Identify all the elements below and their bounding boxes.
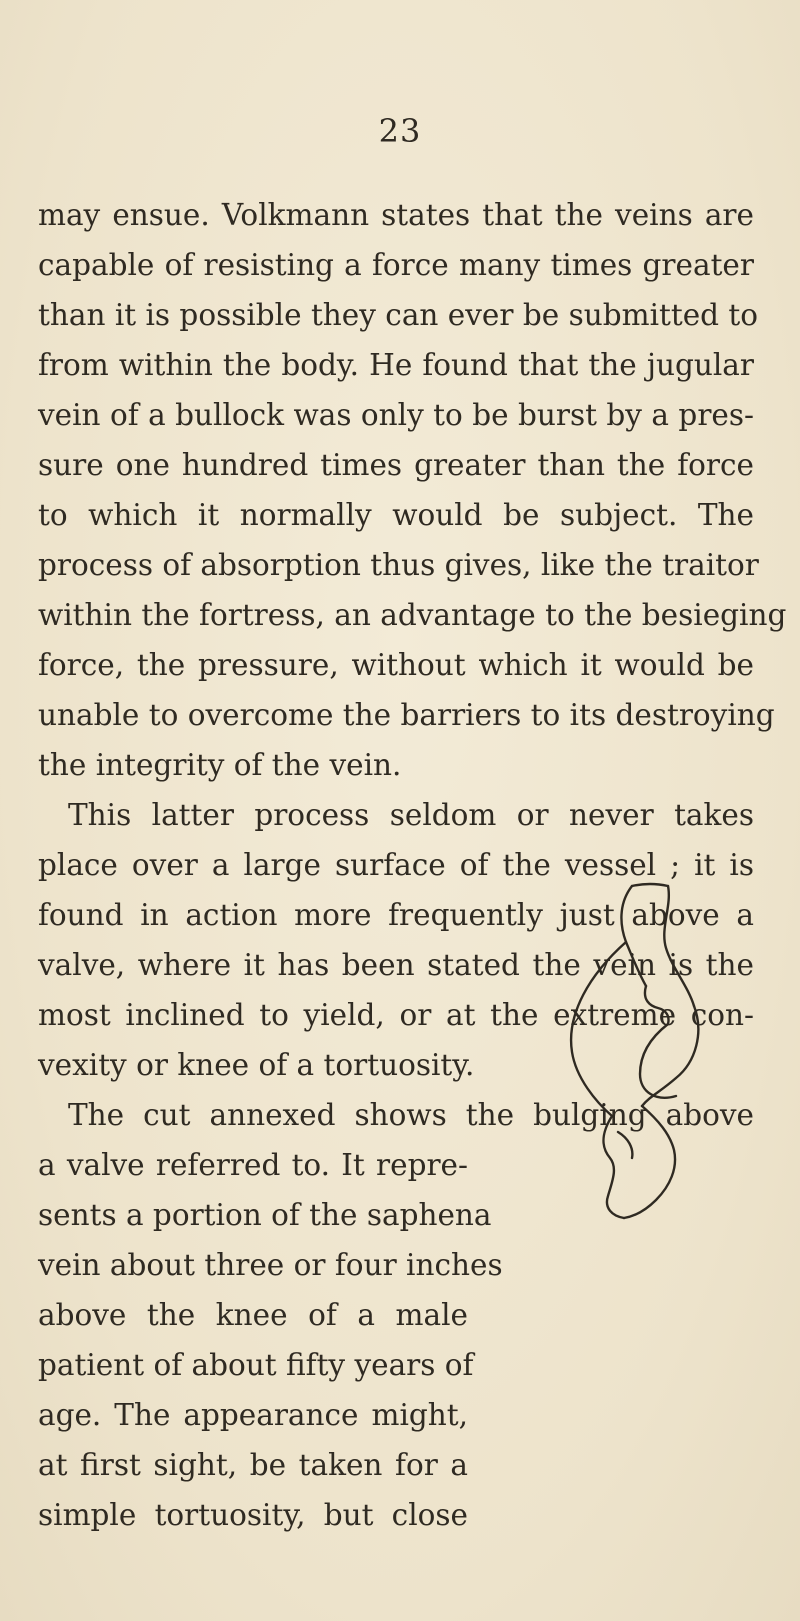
text-line: The cut annexed shows the bulging above [68, 1098, 754, 1132]
text-line: vexity or knee of a tortuosity. [38, 1048, 475, 1082]
text-line: valve, where it has been stated the vein is the [38, 948, 754, 982]
text-line: found in action more frequently just above a [38, 898, 754, 932]
text-line: may ensue. Volkmann states that the veins are [38, 198, 754, 232]
text-line: process of absorption thus gives, like the traitor [38, 548, 759, 582]
text-line: unable to overcome the barriers to its destroying [38, 698, 775, 732]
text-line: to which it normally would be subject. The [38, 498, 754, 532]
text-line: place over a large surface of the vessel ; it is [38, 848, 754, 882]
text-line: sents a portion of the saphena [38, 1198, 492, 1232]
text-line: vein of a bullock was only to be burst by a pres- [38, 398, 754, 432]
text-line: the integrity of the vein. [38, 748, 402, 782]
text-line: than it is possible they can ever be submitted to [38, 298, 759, 332]
text-line: vein about three or four inches [38, 1248, 503, 1282]
text-line: age. The appearance might, [38, 1398, 468, 1432]
text-line: at first sight, be taken for a [38, 1448, 468, 1482]
text-line: above the knee of a male [38, 1298, 468, 1332]
page-number: 23 [378, 112, 422, 150]
text-line: force, the pressure, without which it would be [38, 648, 754, 682]
vein-valve-icon [500, 882, 740, 1222]
text-line: This latter process seldom or never takes [68, 798, 754, 832]
text-line: a valve referred to. It repre- [38, 1148, 468, 1182]
saphena-vein-illustration [500, 882, 740, 1222]
text-line: from within the body. He found that the jugular [38, 348, 754, 382]
text-line: most inclined to yield, or at the extreme con- [38, 998, 754, 1032]
text-line: sure one hundred times greater than the force [38, 448, 754, 482]
text-line: capable of resisting a force many times greater [38, 248, 754, 282]
text-line: simple tortuosity, but close [38, 1498, 468, 1532]
text-line: patient of about fifty years of [38, 1348, 474, 1382]
text-line: within the fortress, an advantage to the besieging [38, 598, 787, 632]
